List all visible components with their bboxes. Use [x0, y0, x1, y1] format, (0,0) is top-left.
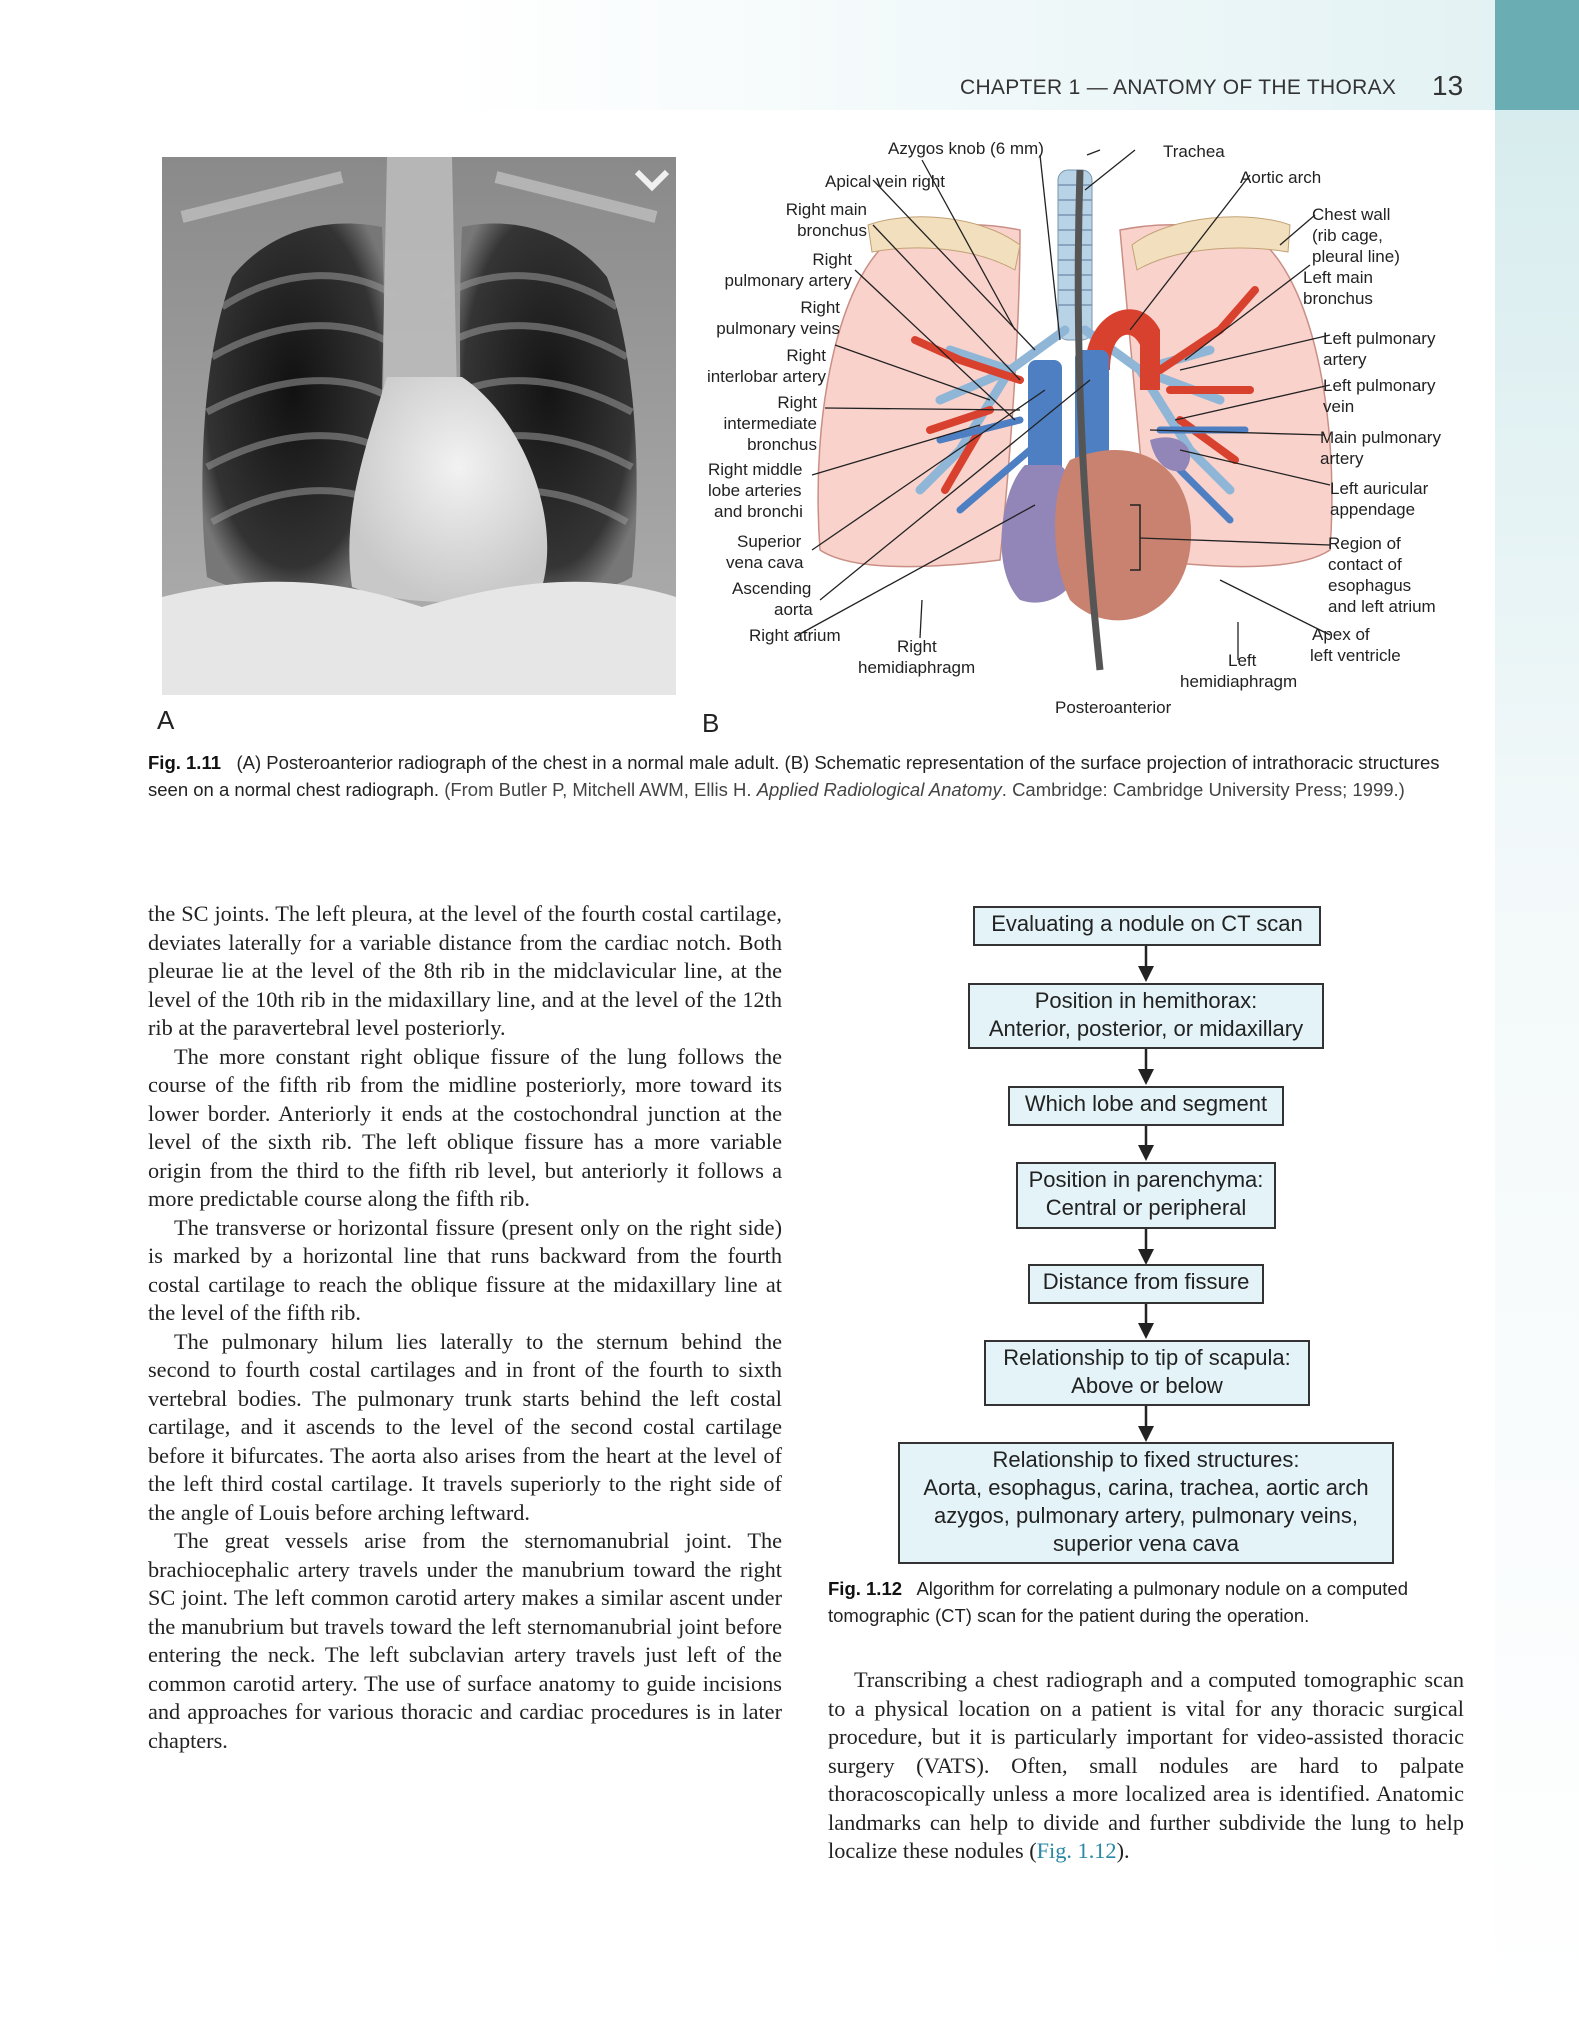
- left-paragraph-1: the SC joints. The left pleura, at the level of the fourth costal cartilage, deviates laterally for a variable distance from the cardiac notch. Both pleurae lie at the level of the 8th rib in the midclavicular line, at the level of the 10th rib in the midaxillary line, and at the level of the 12th rib at the paravertebral level posteriorly.: [148, 901, 782, 1040]
- label-chest-wall-1: Chest wall: [1312, 205, 1391, 224]
- fig-1-11-source-pre: (From Butler P, Mitchell AWM, Ellis H.: [444, 779, 757, 800]
- label-right-interlobar-1: Right: [786, 346, 826, 365]
- flow-box-7-line-1: Relationship to fixed structures:: [992, 1447, 1300, 1472]
- flow-box-3-text: Which lobe and segment: [1024, 1091, 1268, 1116]
- label-right-main-bronchus-2: bronchus: [797, 221, 867, 240]
- header-tab: [1495, 0, 1579, 110]
- flow-box-6-line-2: Above or below: [1071, 1373, 1223, 1398]
- fig-1-12-caption: [828, 1575, 1464, 1629]
- label-right-middle-lobe-3: and bronchi: [714, 502, 803, 521]
- label-right-intermediate-1: Right: [777, 393, 817, 412]
- label-region-contact-3: esophagus: [1328, 576, 1412, 595]
- fig-1-11-source-title: Applied Radiological Anatomy: [756, 779, 1002, 800]
- heart-shape: [1055, 450, 1191, 620]
- label-right-intermediate-2: intermediate: [723, 414, 817, 433]
- label-region-contact-1: Region of: [1328, 534, 1401, 553]
- label-right-intermediate-3: bronchus: [747, 435, 817, 454]
- left-paragraph-2: The more constant right oblique fissure of the lung follows the course of the fifth rib from the midline posteriorly, more toward its lower border. Anteriorly it ends at the costochondral junction at the level of the sixth rib. The left oblique fissure has a more variable origin from the third to the fifth rib level, but anteriorly it follows a more predictable course along the fifth rib.: [148, 1043, 782, 1211]
- label-left-main-bronchus-2: bronchus: [1303, 289, 1373, 308]
- label-azygos-knob: Azygos knob (6 mm): [888, 139, 1044, 158]
- label-superior-vena-cava-1: Superior: [737, 532, 802, 551]
- label-left-hemidiaphragm-2: hemidiaphragm: [1180, 672, 1298, 691]
- page-number: 13: [1432, 70, 1464, 101]
- flow-box-4-line-1: Position in parenchyma:: [1028, 1167, 1264, 1192]
- fig-1-11-text: (A) Posteroanterior radiograph of the chest in a normal male adult. (B) Schematic representation of the surface projection of intrathoracic structures seen on a normal chest radiograph.: [148, 752, 1440, 800]
- right-paragraph-1-text: Transcribing a chest radiograph and a computed tomographic scan to a physical location on a patient is vital for any thoracic surgical procedure, but it is particularly important for video-assisted thoracic surgery (VATS). Often, small nodules are hard to palpate thoracoscopically unless a more localized area is identified. Anatomic landmarks can help to divide and further subdivide the lung to help localize these nodules (: [828, 1667, 1464, 1863]
- flow-box-5-text: Distance from fissure: [1042, 1269, 1250, 1294]
- label-right-pulmonary-veins-1: Right: [800, 298, 840, 317]
- label-main-pulmonary-artery-2: artery: [1320, 449, 1364, 468]
- flow-box-2-line-1: Position in hemithorax:: [1034, 988, 1258, 1013]
- chest-radiograph-image: [162, 157, 676, 695]
- flow-box-2-line-2: Anterior, posterior, or midaxillary: [988, 1016, 1304, 1041]
- label-right-middle-lobe-1: Right middle: [708, 460, 803, 479]
- flow-box-7-line-3: azygos, pulmonary artery, pulmonary veins,: [934, 1503, 1358, 1528]
- flow-box-1-text: Evaluating a nodule on CT scan: [991, 911, 1303, 936]
- fig-1-11-source-post: . Cambridge: Cambridge University Press; 1999.): [1001, 779, 1405, 800]
- right-paragraph-1-end: ).: [1116, 1838, 1130, 1863]
- side-strip: [1495, 110, 1579, 2020]
- flow-box-fixed-structures: [898, 1442, 1394, 1564]
- panel-label-b: B: [702, 708, 720, 738]
- radiograph-drawing: [162, 157, 676, 695]
- label-right-atrium: Right atrium: [749, 626, 841, 645]
- flow-box-distance-fissure: [1028, 1264, 1264, 1304]
- label-apex-lv-2: left ventricle: [1310, 646, 1401, 665]
- label-chest-wall-2: (rib cage,: [1312, 226, 1383, 245]
- flow-box-tip-scapula: [984, 1340, 1310, 1406]
- label-aortic-arch: Aortic arch: [1240, 168, 1322, 187]
- flow-box-position-hemithorax: [968, 983, 1324, 1049]
- left-text-column: [148, 900, 782, 1755]
- label-right-pulmonary-artery-1: Right: [812, 250, 852, 269]
- label-main-pulmonary-artery-1: Main pulmonary: [1320, 428, 1441, 447]
- label-left-auricular-1: Left auricular: [1330, 479, 1429, 498]
- panel-label-a: A: [157, 705, 175, 735]
- label-right-hemidiaphragm-2: hemidiaphragm: [858, 658, 976, 677]
- label-left-pulmonary-vein-1: Left pulmonary: [1323, 376, 1436, 395]
- label-right-pulmonary-veins-2: pulmonary veins: [716, 319, 840, 338]
- label-right-main-bronchus-1: Right main: [785, 200, 867, 219]
- label-region-contact-4: and left atrium: [1328, 597, 1436, 616]
- label-superior-vena-cava-2: vena cava: [726, 553, 804, 572]
- fig-1-11-number: Fig. 1.11: [148, 752, 222, 773]
- left-paragraph-3: The transverse or horizontal fissure (present only on the right side) is marked by a horizontal line that runs backward from the fourth costal cartilage to reach the oblique fissure at the midaxillary line at the level of the fifth rib.: [148, 1214, 782, 1325]
- thorax-schematic-diagram: [690, 130, 1490, 730]
- flow-box-6-line-1: Relationship to tip of scapula:: [1003, 1345, 1291, 1370]
- fig-1-11-caption: [148, 749, 1464, 803]
- label-left-pulmonary-vein-2: vein: [1323, 397, 1355, 416]
- label-left-auricular-2: appendage: [1330, 500, 1416, 519]
- label-left-pulmonary-artery-1: Left pulmonary: [1323, 329, 1436, 348]
- label-right-interlobar-2: interlobar artery: [706, 367, 826, 386]
- right-text-column: [828, 1666, 1464, 1866]
- fig-1-12-link[interactable]: Fig. 1.12: [1036, 1838, 1117, 1863]
- fig-1-12-text: Algorithm for correlating a pulmonary nodule on a computed tomographic (CT) scan for the patient during the operation.: [828, 1578, 1408, 1626]
- flow-box-7-line-4: superior vena cava: [1053, 1531, 1239, 1556]
- running-head: CHAPTER 1 — ANATOMY OF THE THORAX: [960, 76, 1397, 99]
- fig-1-12-number: Fig. 1.12: [828, 1578, 903, 1599]
- label-ascending-aorta-2: aorta: [774, 600, 813, 619]
- label-region-contact-2: contact of: [1328, 555, 1402, 574]
- label-left-main-bronchus-1: Left main: [1303, 268, 1373, 287]
- label-trachea: Trachea: [1163, 142, 1225, 161]
- label-left-hemidiaphragm-1: Left: [1228, 651, 1257, 670]
- label-posteroanterior: Posteroanterior: [1055, 698, 1172, 717]
- label-apical-vein-right: Apical vein right: [825, 172, 946, 191]
- left-paragraph-5: The great vessels arise from the sternomanubrial joint. The brachiocephalic artery travels under the manubrium toward the right SC joint. The left common carotid artery makes a similar ascent under the manubrium but travels toward the left sternomanubrial joint before entering the neck. The left subclavian artery travels just left of the common carotid artery. The use of surface anatomy to guide incisions and approaches for various thoracic and cardiac procedures is in later chapters.: [148, 1528, 782, 1753]
- right-paragraph-1: [828, 1666, 1464, 1866]
- flow-box-4-line-2: Central or peripheral: [1045, 1195, 1247, 1220]
- label-chest-wall-3: pleural line): [1312, 247, 1400, 266]
- label-ascending-aorta-1: Ascending: [732, 579, 812, 598]
- label-left-pulmonary-artery-2: artery: [1323, 350, 1367, 369]
- flow-box-lobe-segment: [1008, 1086, 1284, 1126]
- label-apex-lv-1: Apex of: [1312, 625, 1370, 644]
- label-right-middle-lobe-2: lobe arteries: [708, 481, 802, 500]
- flow-box-position-parenchyma: [1016, 1162, 1276, 1229]
- left-paragraph-4: The pulmonary hilum lies laterally to the sternum behind the second to fourth costal cartilages and in front of the fourth to sixth vertebral bodies. The pulmonary trunk starts behind the left costal cartilage, and it ascends to the level of the second costal cartilage before it bifurcates. The aorta also arises from the heart at the level of the left third costal cartilage. It travels superiorly to the right side of the angle of Louis before arching leftward.: [148, 1328, 782, 1525]
- flow-box-7-line-2: Aorta, esophagus, carina, trachea, aortic arch: [923, 1475, 1369, 1500]
- label-right-pulmonary-artery-2: pulmonary artery: [724, 271, 852, 290]
- superior-vena-cava-shape: [1028, 360, 1062, 480]
- label-right-hemidiaphragm-1: Right: [897, 637, 937, 656]
- flow-box-evaluating-nodule: [973, 906, 1321, 946]
